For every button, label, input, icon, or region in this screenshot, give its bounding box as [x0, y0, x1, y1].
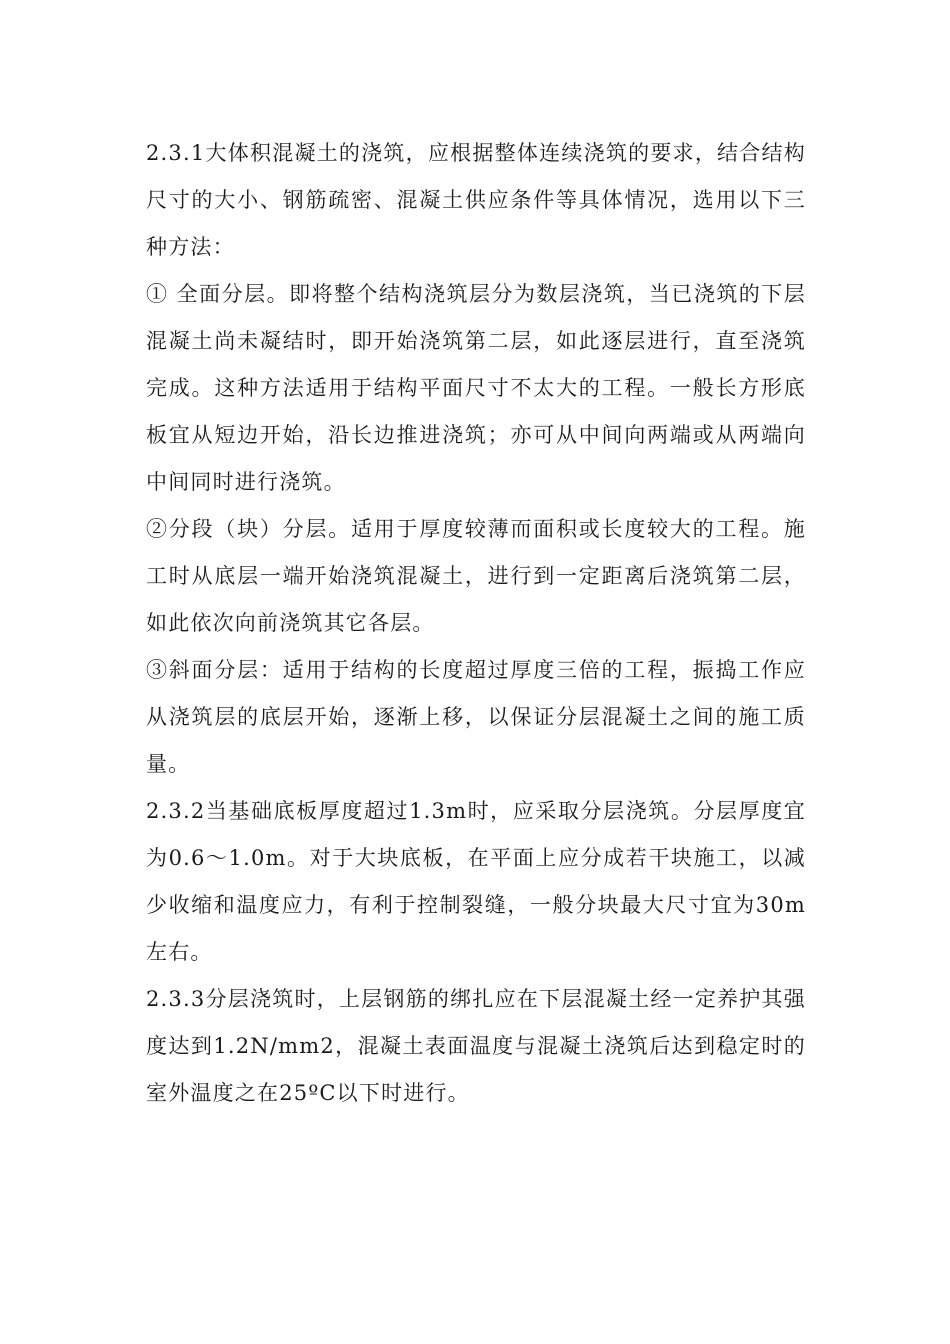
- paragraph-method-3: ③斜面分层：适用于结构的长度超过厚度三倍的工程，振捣工作应从浇筑层的底层开始，逐渐上移，以保证分层混凝土之间的施工质量。: [146, 658, 806, 776]
- paragraph-2-3-3: 2.3.3分层浇筑时，上层钢筋的绑扎应在下层混凝土经一定养护其强度达到1.2N/mm2，混凝土表面温度与混凝土浇筑后达到稳定时的室外温度之在25ºC以下时进行。: [146, 987, 806, 1105]
- paragraph-2-3-2: 2.3.2当基础底板厚度超过1.3m时，应采取分层浇筑。分层厚度宜为0.6～1.0m。对于大块底板，在平面上应分成若干块施工，以减少收缩和温度应力，有利于控制裂缝，一般分块最大尺寸宜为30m左右。: [146, 799, 806, 964]
- paragraph-2-3-1: 2.3.1大体积混凝土的浇筑，应根据整体连续浇筑的要求，结合结构尺寸的大小、钢筋疏密、混凝土供应条件等具体情况，选用以下三种方法：: [146, 141, 806, 259]
- paragraph-method-1: ① 全面分层。即将整个结构浇筑层分为数层浇筑，当已浇筑的下层混凝土尚未凝结时，即开始浇筑第二层，如此逐层进行，直至浇筑完成。这种方法适用于结构平面尺寸不太大的工程。一般长方形底板宜从短边开始，沿长边推进浇筑；亦可从中间向两端或从两端向中间同时进行浇筑。: [146, 282, 806, 494]
- document-body: [146, 130, 806, 1117]
- paragraph-method-2: ②分段（块）分层。适用于厚度较薄而面积或长度较大的工程。施工时从底层一端开始浇筑混凝土，进行到一定距离后浇筑第二层，如此依次向前浇筑其它各层。: [146, 517, 806, 635]
